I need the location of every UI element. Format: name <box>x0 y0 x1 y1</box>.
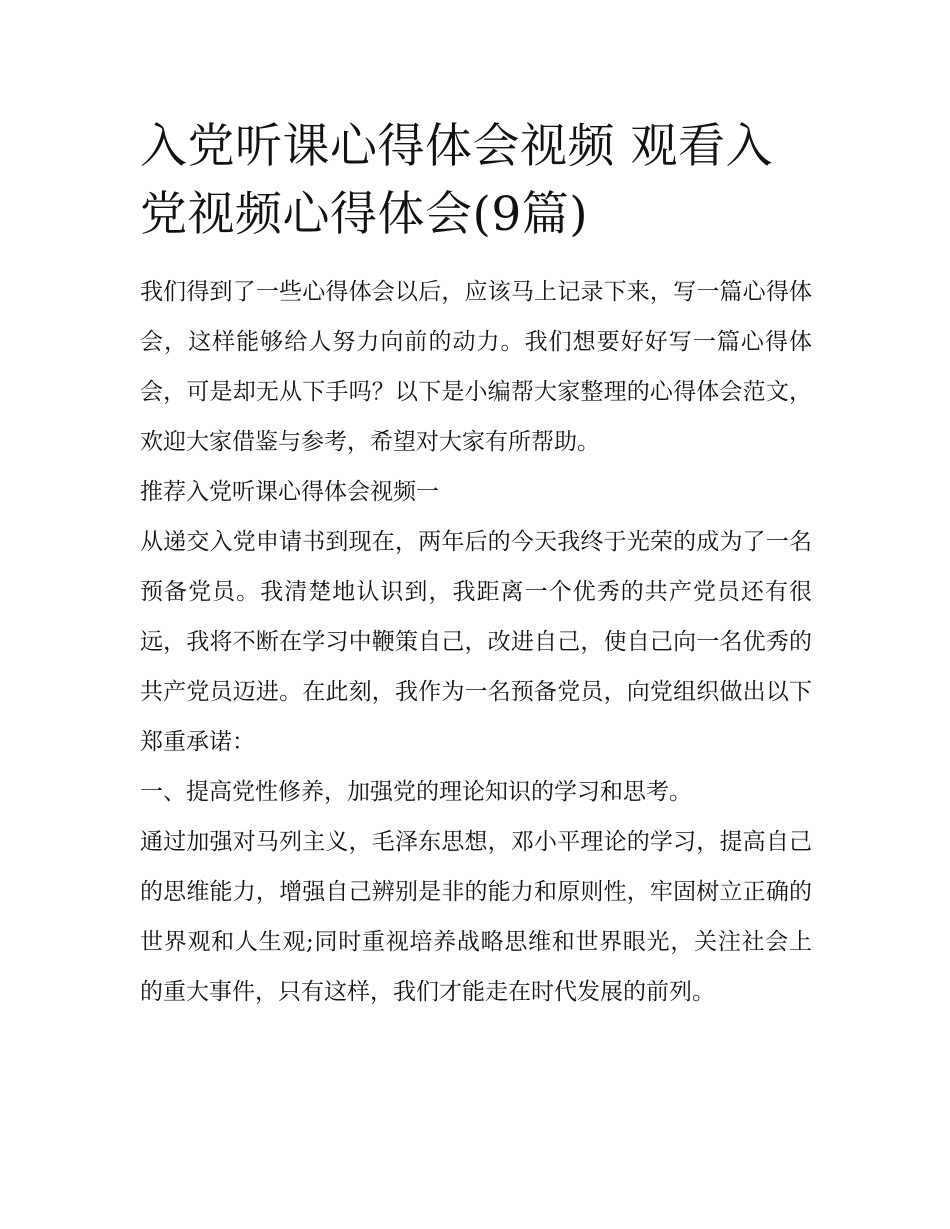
document-body <box>140 113 812 1017</box>
body-paragraph: 通过加强对马列主义，毛泽东思想，邓小平理论的学习，提高自己的思维能力，增强自己辨别是非的能力和原则性，牢固树立正确的世界观和人生观;同时重视培养战略思维和世界眼光，关注社会上的重大事件，只有这样，我们才能走在时代发展的前列。 <box>140 829 812 1005</box>
numbered-point: 一、提高党性修养，加强党的理论知识的学习和思考。 <box>140 779 692 805</box>
document-title: 入党听课心得体会视频 观看入党视频心得体会(9篇) <box>140 119 773 242</box>
body-paragraph: 从递交入党申请书到现在，两年后的今天我终于光荣的成为了一名预备党员。我清楚地认识到，我距离一个优秀的共产党员还有很远，我将不断在学习中鞭策自己，改进自己，使自己向一名优秀的共产党员迈进。在此刻，我作为一名预备党员，向党组织做出以下郑重承诺： <box>140 529 812 755</box>
section-heading: 推荐入党听课心得体会视频一 <box>140 479 439 505</box>
intro-paragraph: 我们得到了一些心得体会以后，应该马上记录下来，写一篇心得体会，这样能够给人努力向前的动力。我们想要好好写一篇心得体会，可是却无从下手吗？以下是小编帮大家整理的心得体会范文，欢迎大家借鉴与参考，希望对大家有所帮助。 <box>140 279 812 455</box>
paragraph-list <box>140 267 812 1017</box>
